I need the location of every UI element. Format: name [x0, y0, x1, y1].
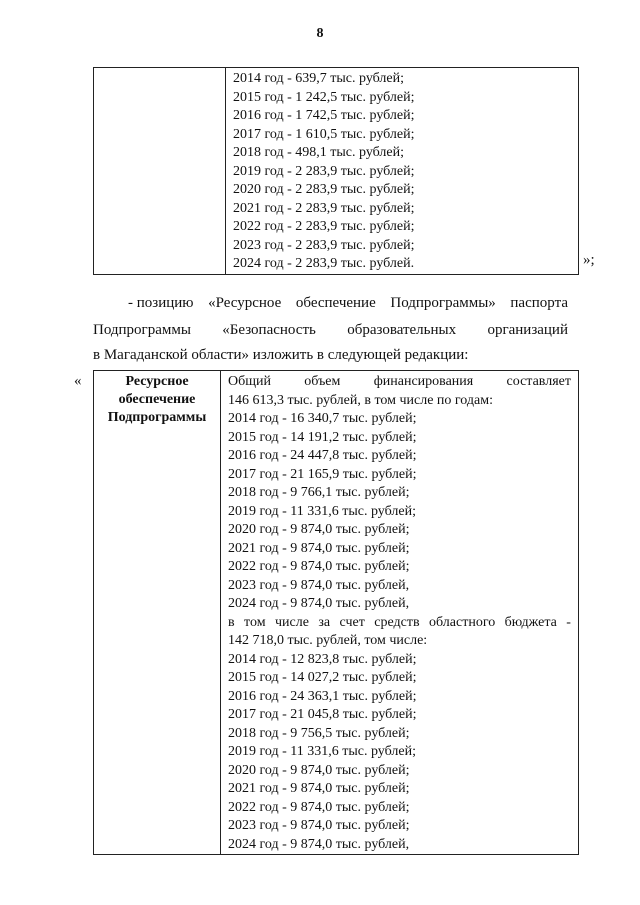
word: финансирования: [373, 374, 474, 389]
word: организаций: [487, 322, 568, 338]
word: -: [566, 614, 571, 630]
funding-year-line: 2014 год - 16 340,7 тыс. рублей;: [228, 411, 417, 426]
funding-year-line: 2017 год - 1 610,5 тыс. рублей;: [233, 126, 415, 142]
word: Подпрограммы: [93, 322, 191, 338]
funding-year-line: 2022 год - 2 283,9 тыс. рублей;: [233, 219, 415, 234]
year-funding-list: [233, 70, 578, 274]
word: Общий: [228, 374, 271, 389]
word: счет: [339, 614, 365, 630]
word: - позицию: [128, 295, 194, 311]
word: образовательных: [347, 322, 457, 338]
word: Подпрограммы»: [390, 295, 496, 311]
funding-year-line: 2024 год - 9 874,0 тыс. рублей,: [228, 596, 410, 611]
word: том: [244, 614, 266, 630]
funding-year-line: 2020 год - 2 283,9 тыс. рублей;: [233, 182, 415, 197]
funding-year-line: 2015 год - 1 242,5 тыс. рублей;: [233, 89, 415, 105]
total-funding-intro: [228, 373, 571, 392]
funding-year-line: 2016 год - 24 363,1 тыс. рублей;: [228, 688, 417, 704]
closing-quote-mark: »;: [583, 252, 595, 268]
funding-year-line: 2016 год - 1 742,5 тыс. рублей;: [233, 108, 415, 123]
word: областного: [429, 614, 496, 630]
regional-funding-by-year: [228, 651, 571, 855]
header-line: Ресурсное: [125, 374, 189, 389]
total-funding-by-year: [228, 410, 571, 614]
funding-year-line: 2015 год - 14 027,2 тыс. рублей;: [228, 670, 417, 685]
funding-year-line: 2018 год - 9 766,1 тыс. рублей;: [228, 485, 410, 500]
table-value-cell: [226, 68, 579, 275]
funding-year-line: 2014 год - 12 823,8 тыс. рублей;: [228, 651, 417, 667]
opening-quote-mark: «: [74, 373, 82, 389]
page-number: 8: [316, 26, 324, 41]
table-header-cell: [94, 371, 221, 855]
total-funding-line2: 146 613,3 тыс. рублей, в том числе по годам:: [228, 392, 493, 408]
funding-year-line: 2019 год - 2 283,9 тыс. рублей;: [233, 163, 415, 179]
funding-year-line: 2024 год - 9 874,0 тыс. рублей,: [228, 836, 410, 852]
word: объем: [304, 374, 341, 389]
table-empty-cell: [94, 68, 226, 275]
funding-year-line: 2022 год - 9 874,0 тыс. рублей;: [228, 559, 410, 574]
funding-year-line: 2020 год - 9 874,0 тыс. рублей;: [228, 762, 410, 778]
header-line: обеспечение: [118, 392, 196, 407]
paragraph-line-3: в Магаданской области» изложить в следующей редакции:: [93, 347, 469, 363]
funding-year-line: 2015 год - 14 191,2 тыс. рублей;: [228, 429, 417, 445]
funding-year-line: 2021 год - 2 283,9 тыс. рублей;: [233, 200, 415, 216]
funding-year-line: 2023 год - 9 874,0 тыс. рублей;: [228, 818, 410, 833]
word: за: [318, 614, 331, 630]
funding-table-continued: [93, 67, 579, 275]
regional-budget-intro: [228, 614, 571, 633]
funding-year-line: 2021 год - 9 874,0 тыс. рублей;: [228, 540, 410, 556]
word: средств: [374, 614, 420, 630]
funding-year-line: 2020 год - 9 874,0 тыс. рублей;: [228, 522, 410, 537]
funding-year-line: 2019 год - 11 331,6 тыс. рублей;: [228, 503, 416, 519]
funding-year-line: 2024 год - 2 283,9 тыс. рублей.: [233, 256, 415, 271]
funding-year-line: 2018 год - 498,1 тыс. рублей;: [233, 145, 405, 160]
word: обеспечение: [295, 295, 376, 311]
funding-year-line: 2021 год - 9 874,0 тыс. рублей;: [228, 781, 410, 796]
table-value-cell: [221, 371, 579, 855]
paragraph-line-1: [128, 295, 568, 312]
funding-year-line: 2023 год - 9 874,0 тыс. рублей,: [228, 577, 410, 593]
funding-year-line: 2018 год - 9 756,5 тыс. рублей;: [228, 725, 410, 741]
funding-year-line: 2014 год - 639,7 тыс. рублей;: [233, 71, 405, 86]
word: числе: [275, 614, 309, 630]
funding-year-line: 2023 год - 2 283,9 тыс. рублей;: [233, 237, 415, 253]
word: составляет: [506, 374, 571, 389]
funding-year-line: 2022 год - 9 874,0 тыс. рублей;: [228, 799, 410, 815]
funding-year-line: 2019 год - 11 331,6 тыс. рублей;: [228, 744, 416, 759]
paragraph-line-2: [93, 322, 568, 339]
funding-year-line: 2017 год - 21 165,9 тыс. рублей;: [228, 466, 417, 482]
word: «Безопасность: [222, 322, 316, 338]
funding-year-line: 2017 год - 21 045,8 тыс. рублей;: [228, 707, 417, 722]
word: бюджета: [504, 614, 557, 630]
header-line: Подпрограммы: [107, 410, 207, 425]
word: «Ресурсное: [208, 295, 282, 311]
regional-budget-line2: 142 718,0 тыс. рублей, том числе:: [228, 633, 428, 648]
word: паспорта: [510, 295, 568, 311]
funding-year-line: 2016 год - 24 447,8 тыс. рублей;: [228, 448, 417, 463]
resource-provision-table: [93, 370, 579, 855]
word: в: [228, 614, 235, 630]
